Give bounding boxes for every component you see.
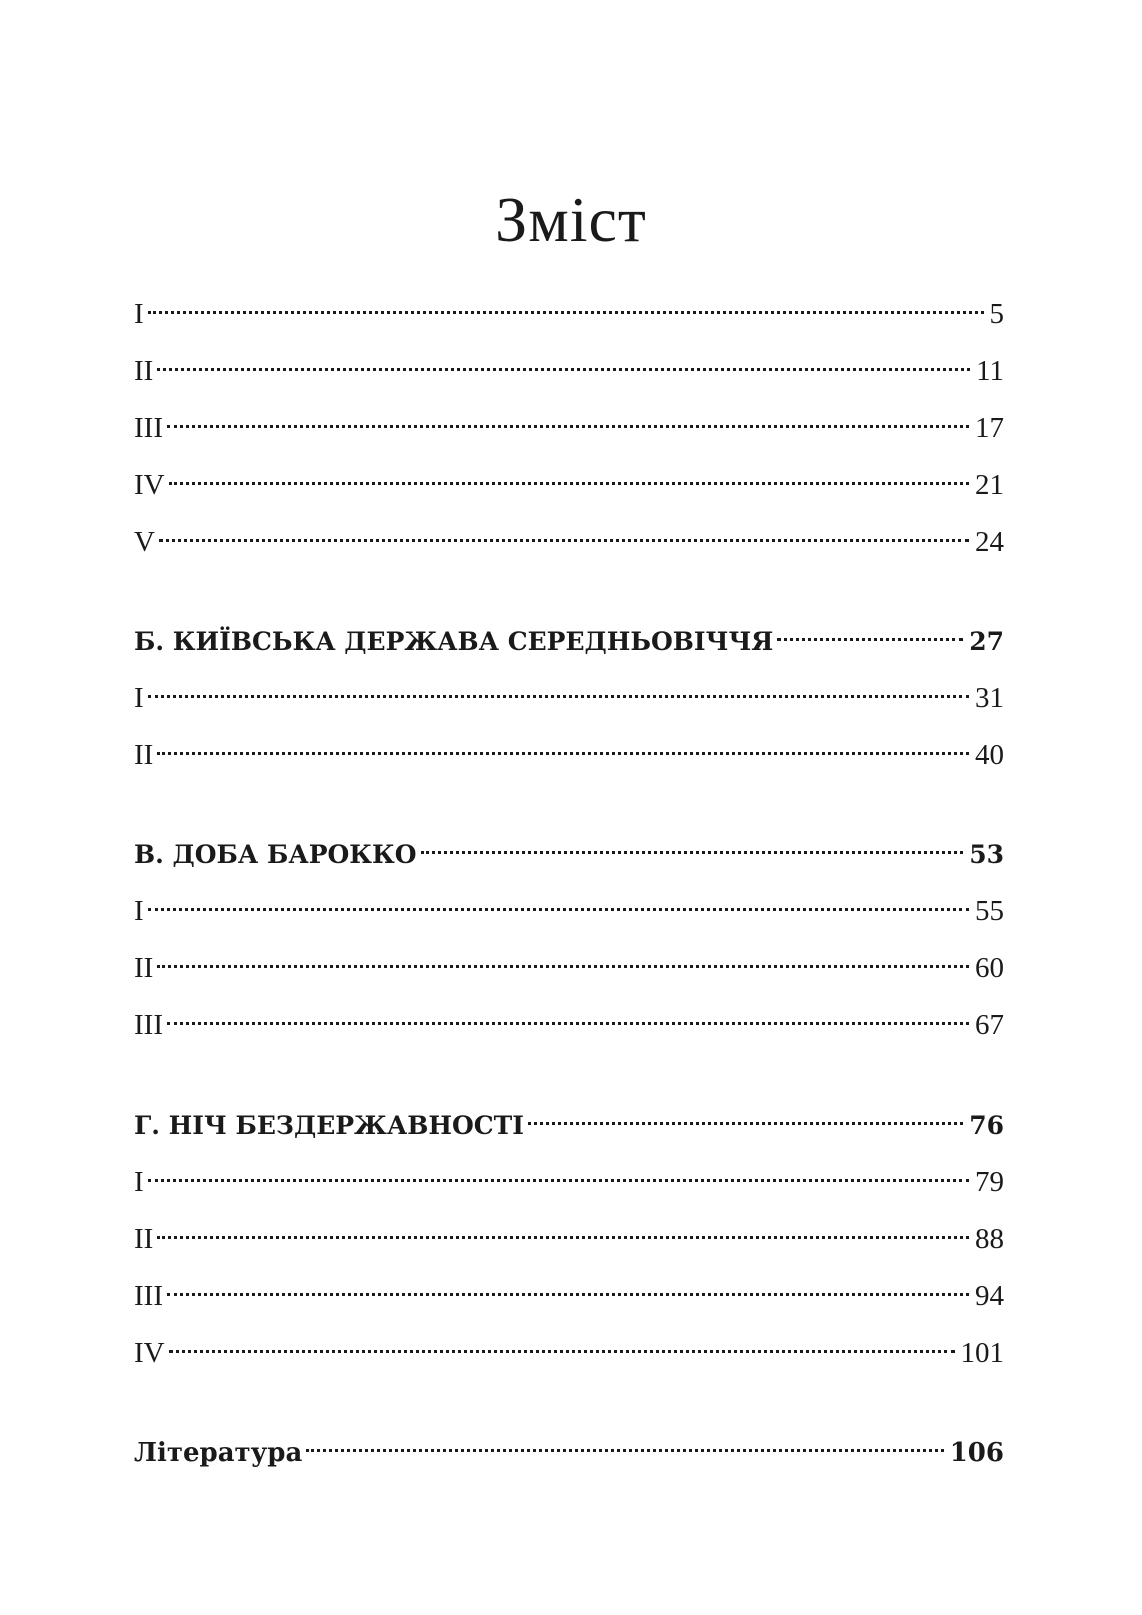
toc-entry-page: 94 — [975, 1280, 1004, 1312]
toc-section-label: В. ДОБА БАРОККО — [134, 840, 417, 869]
toc-entry[interactable] — [134, 1265, 1004, 1312]
toc-entry-page: 101 — [960, 1337, 1004, 1369]
toc-entry-label: IV — [134, 1337, 165, 1369]
dot-leader — [419, 823, 968, 863]
dot-leader — [155, 724, 973, 764]
toc-entry[interactable] — [134, 994, 1004, 1041]
toc-entry-label: I — [134, 895, 144, 927]
dot-leader — [146, 283, 988, 323]
toc-entry-page: 31 — [975, 682, 1004, 714]
toc-section-page: 53 — [969, 840, 1004, 869]
toc-entry-label: IV — [134, 469, 165, 501]
toc-entry-label: V — [134, 526, 155, 558]
dot-leader — [165, 397, 973, 437]
dot-leader — [304, 1421, 947, 1461]
toc-section-label: Б. КИЇВСЬКА ДЕРЖАВА СЕРЕДНЬОВІЧЧЯ — [134, 627, 774, 656]
dot-leader — [526, 1094, 967, 1134]
toc-entry[interactable] — [134, 667, 1004, 714]
toc-section[interactable] — [134, 1094, 1004, 1140]
dot-leader — [167, 454, 973, 494]
dot-leader — [155, 340, 974, 380]
toc-bibliography-page: 106 — [949, 1438, 1004, 1468]
toc-entry-page: 24 — [975, 526, 1004, 558]
toc-entry-label: III — [134, 1280, 163, 1312]
toc-entry-label: III — [134, 1009, 163, 1041]
toc-entry-page: 5 — [989, 298, 1004, 330]
dot-leader — [165, 1265, 973, 1305]
toc-entry[interactable] — [134, 283, 1004, 330]
toc-entry[interactable] — [134, 511, 1004, 558]
toc-section[interactable] — [134, 823, 1004, 869]
toc-section-label: Г. НІЧ БЕЗДЕРЖАВНОСТІ — [134, 1111, 524, 1140]
dot-leader — [165, 994, 973, 1034]
page-title: Зміст — [495, 183, 647, 255]
dot-leader — [146, 1151, 973, 1191]
toc-entry-label: II — [134, 1223, 154, 1255]
toc-entry-label: I — [134, 298, 144, 330]
toc-section[interactable] — [134, 610, 1004, 656]
toc-entry[interactable] — [134, 1208, 1004, 1255]
toc-entry-page: 55 — [975, 895, 1004, 927]
toc-entry[interactable] — [134, 937, 1004, 984]
toc-bibliography[interactable] — [134, 1421, 1004, 1468]
dot-leader — [157, 511, 973, 551]
dot-leader — [167, 1322, 959, 1362]
toc-entry[interactable] — [134, 880, 1004, 927]
toc-entry[interactable] — [134, 397, 1004, 444]
dot-leader — [146, 880, 973, 920]
toc-entry-page: 60 — [975, 952, 1004, 984]
toc-entry-label: I — [134, 682, 144, 714]
toc-entry[interactable] — [134, 1322, 1004, 1369]
toc-entry-page: 40 — [975, 739, 1004, 771]
toc-entry-label: II — [134, 952, 154, 984]
toc-entry-page: 11 — [976, 355, 1004, 387]
toc-bibliography-label: Література — [134, 1438, 303, 1468]
toc-entry[interactable] — [134, 340, 1004, 387]
dot-leader — [155, 937, 973, 977]
toc-entry[interactable] — [134, 454, 1004, 501]
toc-entry-page: 67 — [975, 1009, 1004, 1041]
dot-leader — [146, 667, 973, 707]
toc-entry[interactable] — [134, 1151, 1004, 1198]
toc-entry-page: 88 — [975, 1223, 1004, 1255]
dot-leader — [155, 1208, 973, 1248]
toc-entry-label: II — [134, 355, 154, 387]
toc-section-page: 27 — [969, 627, 1004, 656]
toc-entry-label: I — [134, 1166, 144, 1198]
dot-leader — [775, 610, 967, 650]
toc-entry[interactable] — [134, 724, 1004, 771]
toc-entry-page: 17 — [975, 412, 1004, 444]
toc-entry-label: III — [134, 412, 163, 444]
toc-entry-page: 21 — [975, 469, 1004, 501]
toc-entry-label: II — [134, 739, 154, 771]
toc-section-page: 76 — [969, 1111, 1004, 1140]
toc-entry-page: 79 — [975, 1166, 1004, 1198]
